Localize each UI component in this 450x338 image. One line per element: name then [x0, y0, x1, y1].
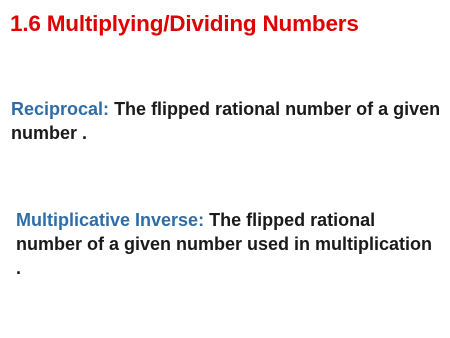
slide-title: 1.6 Multiplying/Dividing Numbers — [10, 11, 359, 36]
definition-term: Multiplicative Inverse: — [16, 210, 205, 230]
definition-text: The flipped rational number of a given number . — [11, 99, 441, 143]
definition-text: The flipped rational number of a given number used in multiplication . — [16, 210, 433, 278]
definition-reciprocal — [11, 97, 443, 145]
definition-term: Reciprocal: — [11, 99, 110, 119]
definition-multiplicative-inverse — [16, 208, 436, 280]
